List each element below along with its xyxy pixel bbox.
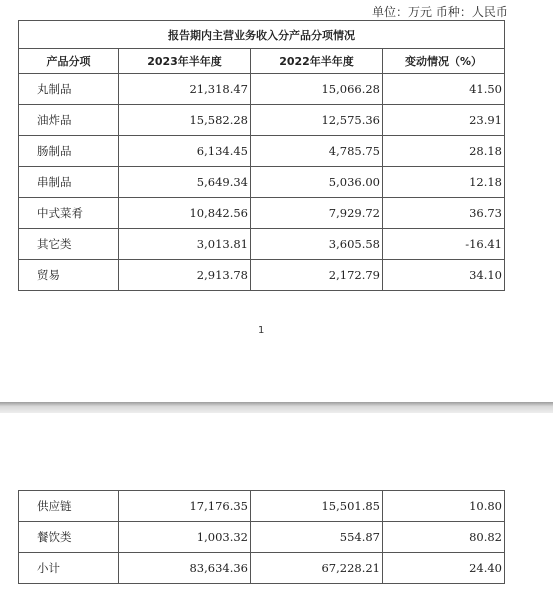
value-2023-cell: 5,649.34 xyxy=(119,167,251,198)
change-percent-cell: 36.73 xyxy=(383,198,505,229)
table-header-row xyxy=(19,49,505,74)
product-name-cell: 贸易 xyxy=(19,260,119,291)
page-break-divider xyxy=(0,402,553,413)
change-percent-cell: 80.82 xyxy=(383,522,505,553)
product-name-cell: 肠制品 xyxy=(19,136,119,167)
revenue-by-product-table xyxy=(18,20,505,291)
product-name-cell: 中式菜肴 xyxy=(19,198,119,229)
change-percent-cell: 34.10 xyxy=(383,260,505,291)
value-2022-cell: 4,785.75 xyxy=(251,136,383,167)
currency-unit-note: 单位：万元 币种：人民币 xyxy=(372,5,508,19)
value-2022-cell: 15,501.85 xyxy=(251,491,383,522)
change-percent-cell: 24.40 xyxy=(383,553,505,584)
change-percent-cell: 12.18 xyxy=(383,167,505,198)
table-title-row xyxy=(19,21,505,49)
value-2022-cell: 15,066.28 xyxy=(251,74,383,105)
product-name-cell: 油炸品 xyxy=(19,105,119,136)
table-row xyxy=(19,260,505,291)
value-2023-cell: 21,318.47 xyxy=(119,74,251,105)
product-name-cell: 供应链 xyxy=(19,491,119,522)
table-row xyxy=(19,105,505,136)
table-row xyxy=(19,229,505,260)
table-row xyxy=(19,553,505,584)
change-percent-cell: 23.91 xyxy=(383,105,505,136)
value-2023-cell: 10,842.56 xyxy=(119,198,251,229)
table-row xyxy=(19,167,505,198)
product-name-cell: 餐饮类 xyxy=(19,522,119,553)
value-2022-cell: 12,575.36 xyxy=(251,105,383,136)
header-change: 变动情况（%） xyxy=(383,49,505,74)
change-percent-cell: 41.50 xyxy=(383,74,505,105)
header-2022: 2022年半年度 xyxy=(251,49,383,74)
value-2023-cell: 15,582.28 xyxy=(119,105,251,136)
change-percent-cell: 10.80 xyxy=(383,491,505,522)
value-2022-cell: 5,036.00 xyxy=(251,167,383,198)
product-name-cell: 小计 xyxy=(19,553,119,584)
value-2022-cell: 554.87 xyxy=(251,522,383,553)
change-percent-cell: -16.41 xyxy=(383,229,505,260)
table-row xyxy=(19,74,505,105)
table-row xyxy=(19,198,505,229)
value-2023-cell: 17,176.35 xyxy=(119,491,251,522)
header-2023: 2023年半年度 xyxy=(119,49,251,74)
page-number: 1 xyxy=(258,325,265,336)
value-2022-cell: 7,929.72 xyxy=(251,198,383,229)
product-name-cell: 其它类 xyxy=(19,229,119,260)
value-2023-cell: 83,634.36 xyxy=(119,553,251,584)
table-title: 报告期内主营业务收入分产品分项情况 xyxy=(19,21,505,49)
table-row xyxy=(19,491,505,522)
change-percent-cell: 28.18 xyxy=(383,136,505,167)
header-product: 产品分项 xyxy=(19,49,119,74)
value-2023-cell: 6,134.45 xyxy=(119,136,251,167)
value-2022-cell: 67,228.21 xyxy=(251,553,383,584)
value-2022-cell: 2,172.79 xyxy=(251,260,383,291)
product-name-cell: 丸制品 xyxy=(19,74,119,105)
value-2023-cell: 3,013.81 xyxy=(119,229,251,260)
revenue-by-product-table-continued xyxy=(18,490,505,584)
table-row xyxy=(19,522,505,553)
product-name-cell: 串制品 xyxy=(19,167,119,198)
table-row xyxy=(19,136,505,167)
value-2023-cell: 1,003.32 xyxy=(119,522,251,553)
value-2023-cell: 2,913.78 xyxy=(119,260,251,291)
value-2022-cell: 3,605.58 xyxy=(251,229,383,260)
